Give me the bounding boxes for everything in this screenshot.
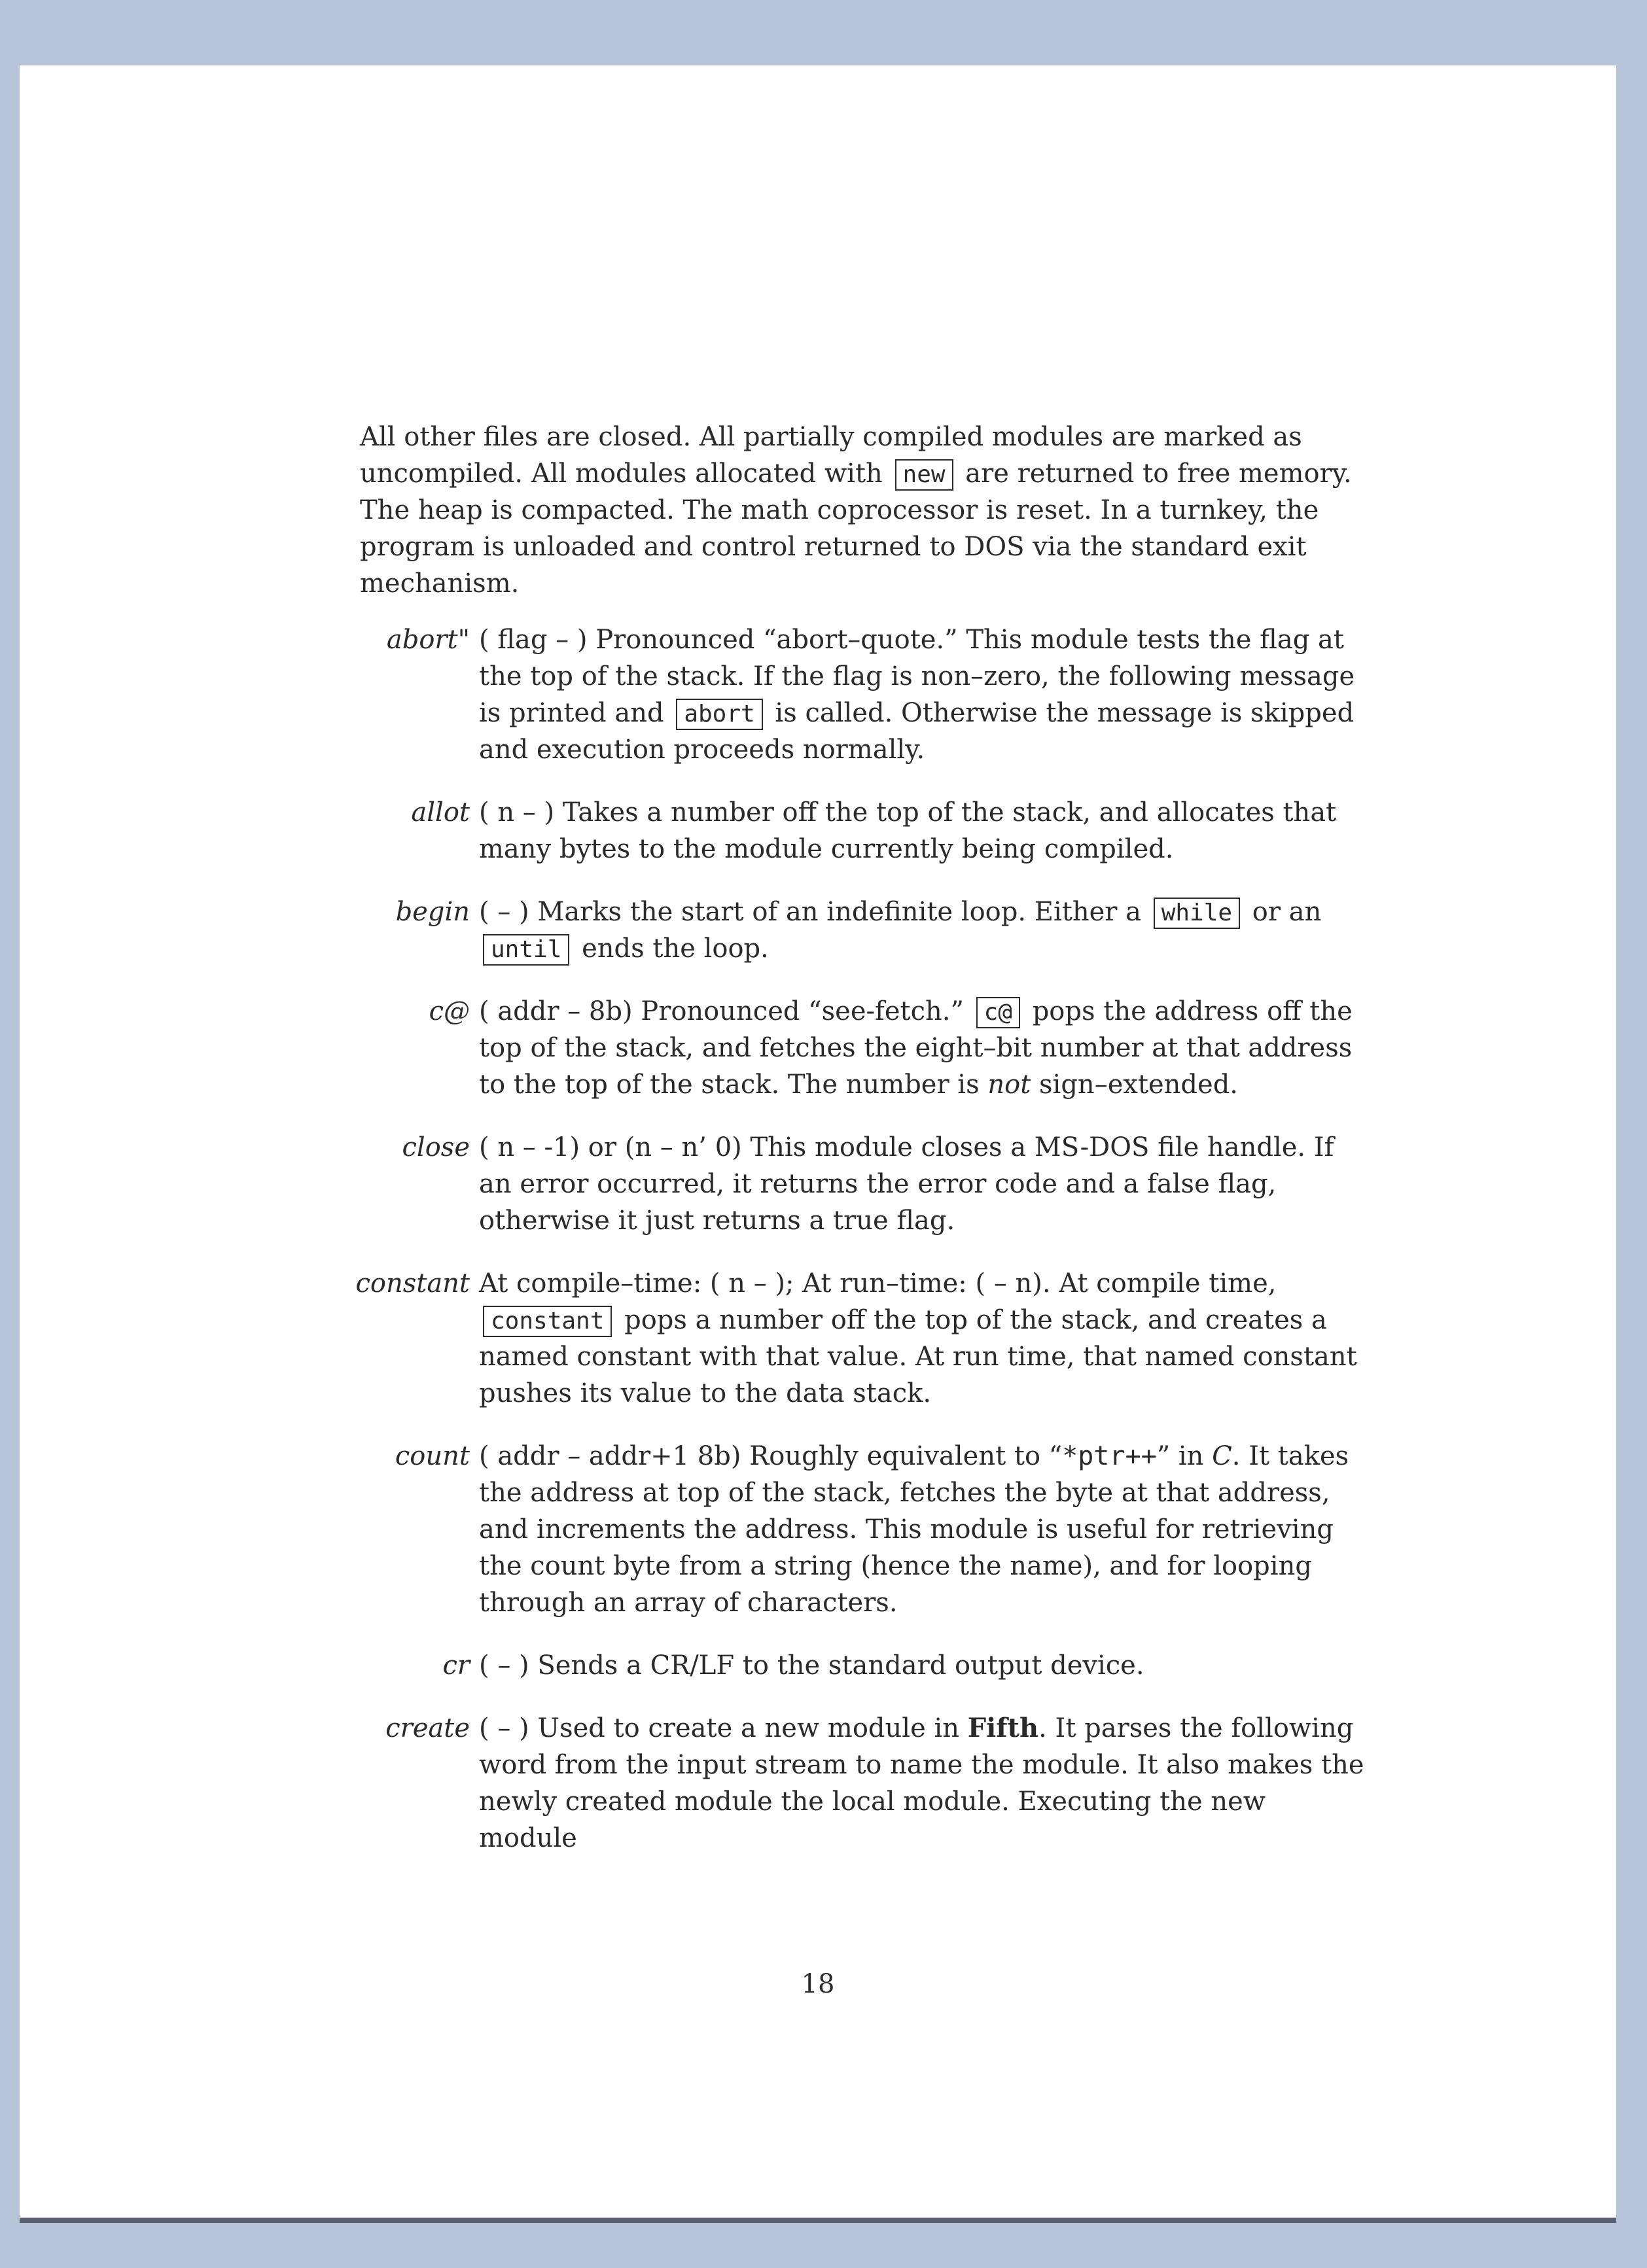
cr-text-1: ( – ) Sends a CR/LF to the standard output device. xyxy=(479,1650,1144,1681)
term-count: count xyxy=(395,1441,470,1471)
glossary-entry-count xyxy=(360,1438,1368,1621)
cfetch-text-3: sign–extended. xyxy=(1039,1070,1239,1100)
term-cr: cr xyxy=(442,1650,470,1681)
begin-text-2: or an xyxy=(1252,897,1322,927)
term-constant: constant xyxy=(355,1268,470,1299)
term-c-fetch: c@ xyxy=(429,996,470,1026)
glossary-entry-cr xyxy=(360,1647,1368,1684)
count-code: *ptr++ xyxy=(1062,1441,1157,1471)
count-text-2: ” in xyxy=(1156,1441,1204,1471)
keyword-new: new xyxy=(895,459,953,491)
term-close: close xyxy=(402,1132,470,1162)
page-number: 18 xyxy=(801,1969,835,1999)
intro-text-2: are returned to free memory. The heap is compacted. The math coprocessor is reset. In a turnkey, the program is unloaded and control returned to DOS via the standard exit mechanism. xyxy=(360,459,1352,599)
intro-text-1: All other files are closed. All partially compiled modules are marked as uncompiled. All modules allocated with xyxy=(360,422,1302,489)
create-text-1: ( – ) Used to create a new module in xyxy=(479,1713,960,1743)
term-allot: allot xyxy=(411,797,470,828)
glossary-entry-allot xyxy=(360,794,1368,867)
keyword-while: while xyxy=(1154,898,1240,929)
glossary-entry-constant xyxy=(355,1265,1368,1412)
cfetch-text-2: pops the address off the top of the stack, and fetches the eight–bit number at that address to the top of the stack. The number is xyxy=(479,996,1353,1100)
glossary-entry-abort xyxy=(360,621,1368,768)
glossary-entry-create xyxy=(360,1710,1368,1857)
keyword-c-fetch: c@ xyxy=(976,997,1020,1028)
begin-text-1: ( – ) Marks the start of an indefinite loop. Either a xyxy=(479,897,1141,927)
abort-text-2: is called. Otherwise the message is skipped and execution proceeds normally. xyxy=(479,698,1355,765)
cfetch-emphasis: not xyxy=(987,1070,1031,1100)
abort-text-1: ( flag – ) Pronounced “abort–quote.” This module tests the flag at the top of the stack. If the flag is non–zero, the following message is printed and xyxy=(479,625,1355,728)
term-begin: begin xyxy=(395,897,470,927)
begin-text-3: ends the loop. xyxy=(582,933,769,964)
allot-text-1: ( n – ) Takes a number off the top of the stack, and allocates that many bytes to the module currently being compiled. xyxy=(479,797,1337,864)
create-product-name: Fifth xyxy=(967,1713,1039,1743)
term-abort: abort" xyxy=(386,625,470,655)
keyword-until: until xyxy=(483,934,569,966)
count-lang: C xyxy=(1212,1441,1232,1471)
cfetch-text-1: ( addr – 8b) Pronounced “see-fetch.” xyxy=(479,996,964,1026)
keyword-abort: abort xyxy=(676,699,762,730)
keyword-constant: constant xyxy=(483,1306,612,1337)
intro-paragraph xyxy=(360,419,1368,602)
count-text-3: . It takes the address at top of the stack, fetches the byte at that address, and increments the address. This module is useful for retrieving the count byte from a string (hence the name), and for looping through an array of characters. xyxy=(479,1441,1349,1618)
close-text-1: ( n – -1) or (n – n’ 0) This module closes a MS-DOS file handle. If an error occurred, it returns the error code and a false flag, otherwise it just returns a true flag. xyxy=(479,1132,1334,1236)
constant-text-2: pops a number off the top of the stack, and creates a named constant with that value. At run time, that named constant pushes its value to the data stack. xyxy=(479,1305,1357,1408)
glossary-entry-begin xyxy=(360,894,1368,967)
glossary-entry-c-fetch xyxy=(360,993,1368,1103)
document-page xyxy=(20,65,1616,2218)
create-text-2: . It parses the following word from the input stream to name the module. It also makes the newly created module the local module. Executing the new module xyxy=(479,1713,1364,1853)
term-create: create xyxy=(385,1713,470,1743)
constant-text-1: At compile–time: ( n – ); At run–time: ( – n). At compile time, xyxy=(479,1268,1277,1299)
glossary-entry-close xyxy=(360,1129,1368,1239)
page-content xyxy=(355,419,1368,1883)
count-text-1: ( addr – addr+1 8b) Roughly equivalent to “ xyxy=(479,1441,1063,1471)
